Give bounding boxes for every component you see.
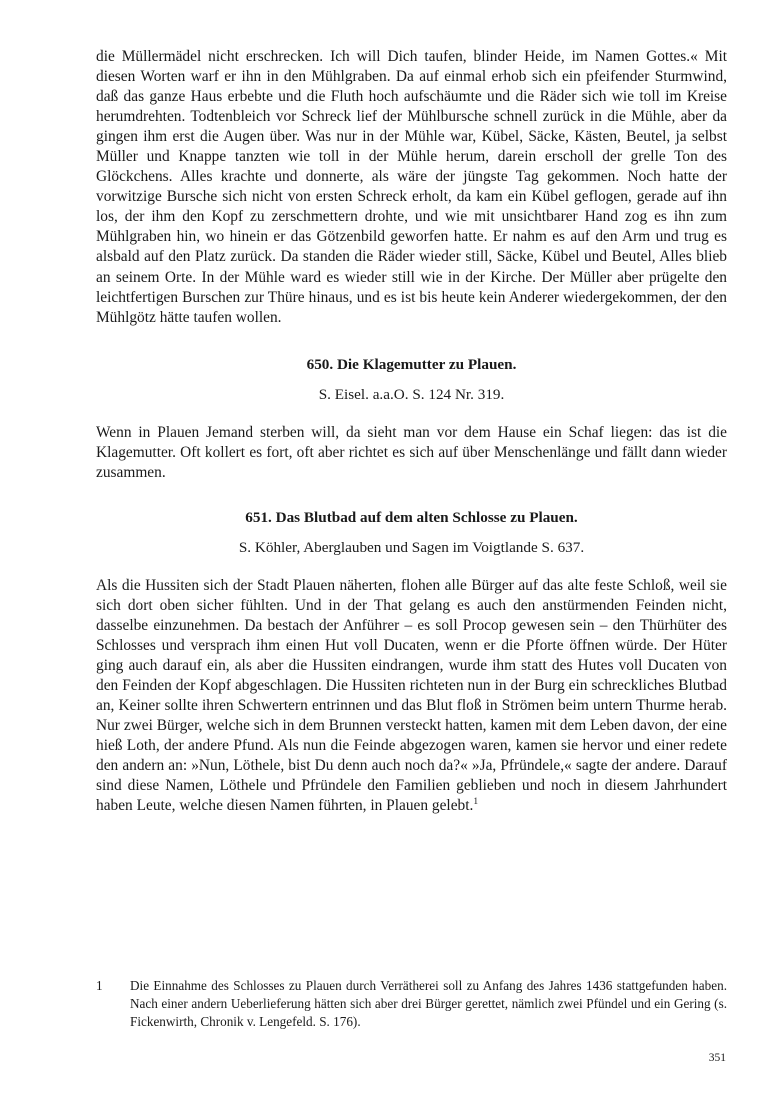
section-651-source: S. Köhler, Aberglauben und Sagen im Voigtlande S. 637. [238, 538, 585, 556]
page-content [96, 47, 727, 816]
footnote-text: Die Einnahme des Schlosses zu Plauen durch Verrätherei soll zu Anfang des Jahres 1436 stattgefunden haben. Nach einer andern Ueberlieferung hätten sich aber drei Bürger gerettet, nämlich zwei Pfündel und ein Gering (s. Fickenwirth, Chronik v. Lengefeld. S. 176). [130, 978, 727, 1029]
section-651-paragraph [96, 576, 727, 817]
continuation-paragraph: die Müllermädel nicht erschrecken. Ich will Dich taufen, blinder Heide, im Namen Gottes.« Mit diesen Worten warf er ihn in den Mühlgraben. Da auf einmal erhob sich ein pfeifender Sturmwind, daß das ganze Haus erbebte und die Fluth hoch aufschäumte und die Räder sich wie toll im Kreise herumdrehten. Todtenbleich vor Schreck lief der Mühlbursche schnell zurück in die Mühle, aber da gingen ihm erst die Augen über. Was nur in der Mühle war, Kübel, Säcke, Kästen, Beutel, ja selbst Müller und Knappe tanzten wie toll in der Mühle herum, darein erscholl der grelle Ton des Glöckchens. Alles krachte und donnerte, als wäre der jüngste Tag gekommen. Noch hatte der vorwitzige Bursche sich nicht von ersten Schreck erholt, da kam ein Kübel geflogen, gerade auf ihn los, der ihm den Kopf zu zerschmettern drohte, und wie mit unsichtbarer Hand zog es ihn zum Mühlgraben hin, wo hinein er das Götzenbild geworfen hatte. Er nahm es auf den Arm und trug es alsbald auf den Platz zurück. Da standen die Räder wieder still, Säcke, Kübel und Beutel, Alles blieb an seinem Orte. In der Mühle ward es wieder still wie in der Kirche. Der Müller aber prügelte den leichtfertigen Burschen zur Thüre hinaus, und es ist bis heute kein Anderer wiedergekommen, der den Mühlgötz hätte taufen wollen. [96, 48, 727, 326]
section-651-title: 651. Das Blutbad auf dem alten Schlosse zu Plauen. [245, 508, 578, 526]
section-650-paragraph: Wenn in Plauen Jemand sterben will, da sieht man vor dem Hause ein Schaf liegen: das ist die Klagemutter. Oft kollert es fort, oft aber richtet es sich auf über Menschenlänge und fällt dann wieder zusammen. [96, 423, 727, 481]
footnote-number: 1 [96, 978, 103, 993]
footnote [96, 977, 727, 1031]
page-number: 351 [708, 1052, 726, 1064]
section-650-source: S. Eisel. a.a.O. S. 124 Nr. 319. [318, 385, 505, 403]
section-650-title: 650. Die Klagemutter zu Plauen. [306, 355, 517, 373]
footnote-reference[interactable]: 1 [473, 797, 479, 808]
section-651-text: Als die Hussiten sich der Stadt Plauen näherten, flohen alle Bürger auf das alte feste Schloß, weil sie sich dort oben sicher fühlten. Und in der That gelang es auch den anstürmenden Feinden nicht, dasselbe einzunehmen. Da bestach der Anführer – es soll Procop gewesen sein – den Thürhüter des Schlosses und versprach ihm einen Hut voll Ducaten, wenn er die Pforte öffnen würde. Der Hüter ging auch darauf ein, als aber die Hussiten eindrangen, wurde ihm statt des Hutes voll Ducaten von den Feinden der Kopf abgeschlagen. Die Hussiten richteten nun in der Burg ein schreckliches Blutbad an, Keiner sollte ihren Schwertern entrinnen und das Blut floß in Strömen beim untern Thurme herab. Nur zwei Bürger, welche sich in dem Brunnen versteckt hatten, kamen mit dem Leben davon, der eine hieß Loth, der andere Pfund. Als nun die Feinde abgezogen waren, kamen sie hervor und einer redete den andern an: »Nun, Löthele, bist Du denn auch noch da?« »Ja, Pfründele,« sagte der andere. Darauf sind diese Namen, Löthele und Pfründele den Familien geblieben und noch in diesem Jahrhundert haben Leute, welche diesen Namen führten, in Plauen gelebt. [96, 576, 727, 815]
